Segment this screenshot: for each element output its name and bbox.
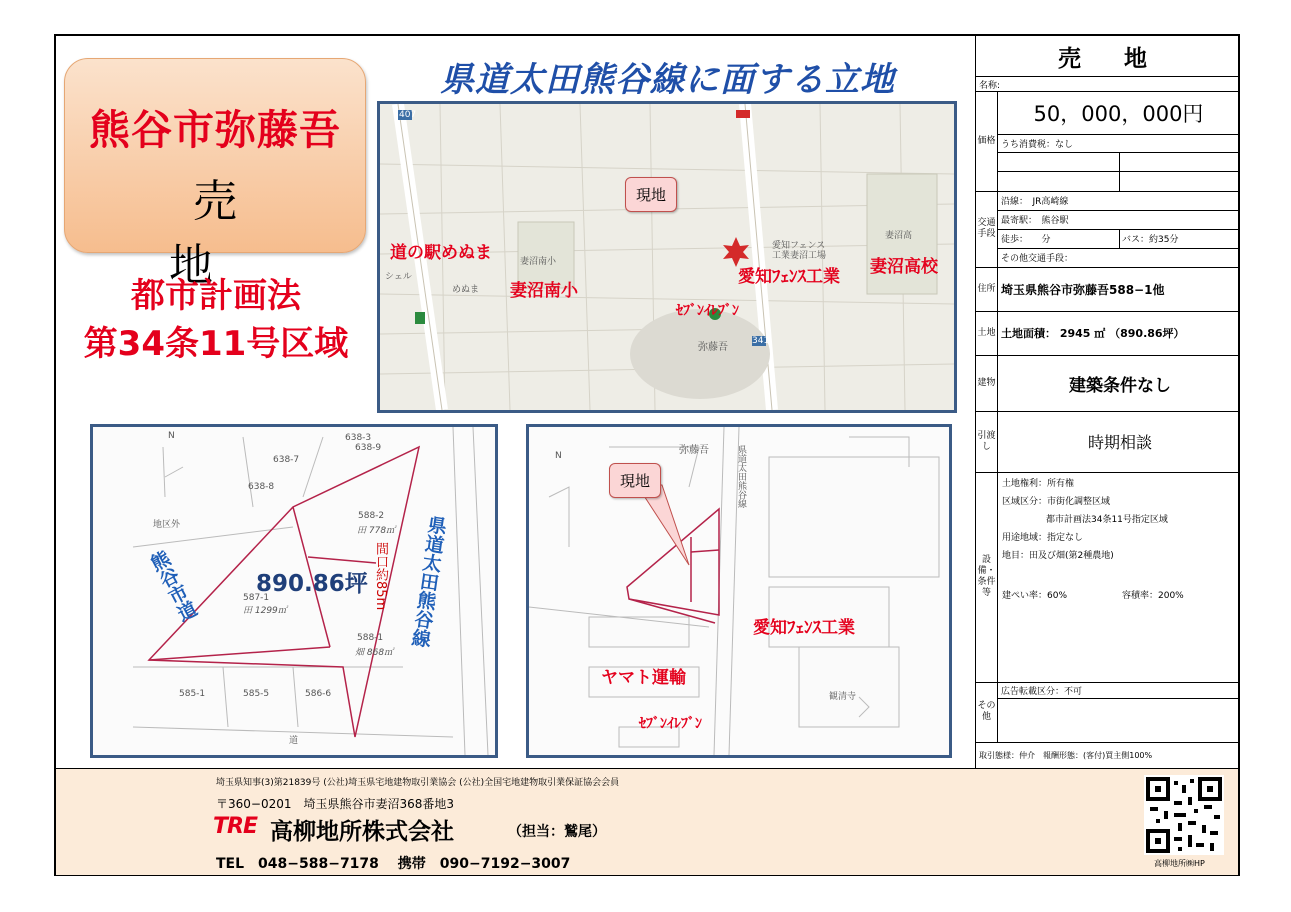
lot-588-2: 588-2 — [358, 511, 385, 521]
building-value: 建築条件なし — [1069, 375, 1171, 396]
law-line-1: 都市計画法 — [131, 276, 301, 316]
far-row: 容積率：200% — [1122, 591, 1184, 601]
lot-638-8: 638-8 — [248, 482, 275, 492]
land-area: 土地面積： 2945 ㎡ （890.86坪） — [1001, 327, 1185, 340]
map1-callout: 現地 — [625, 177, 677, 212]
label-menuma-minami: 妻沼南小 — [510, 281, 578, 301]
lot-638-3: 638-3 — [345, 433, 372, 443]
title-city: 熊谷市弥藤吾 — [89, 106, 341, 154]
headline: 県道太田熊谷線に面する立地 — [440, 60, 895, 100]
deal-row: 取引態様：仲介 報酬形態：(客付)買主側100% — [979, 750, 1153, 760]
line-row: 沿線： JR高崎線 — [1001, 197, 1069, 207]
label-shell: シェル — [385, 272, 412, 282]
address-header: 住所 — [976, 267, 998, 311]
category-row: 地目：田及び畑(第2種農地) — [1002, 551, 1114, 561]
label-menuma: めぬま — [452, 285, 480, 295]
lot-587-1: 587-1 — [243, 593, 270, 603]
zone2-row: 都市計画法34条11号指定区域 — [1046, 515, 1168, 525]
map3-yamato: ヤマト運輸 — [601, 668, 686, 688]
label-aichi-small2: 工業妻沼工場 — [772, 251, 827, 261]
area-label-1: 田 778㎡ — [357, 526, 396, 536]
map3-aichi-fence: 愛知ﾌｪﾝｽ工業 — [753, 618, 855, 638]
walk-row: 徒歩： 分 — [1001, 235, 1051, 245]
company-name: 高柳地所株式会社 — [270, 819, 454, 845]
label-aichi-small1: 愛知フェンス — [772, 241, 826, 251]
label-route-407: 407 — [399, 110, 417, 120]
label-seven: ｾﾌﾞﾝｲﾚﾌﾞﾝ — [676, 303, 739, 319]
label-menuma-high-small: 妻沼高 — [885, 231, 913, 241]
title-box — [64, 58, 377, 291]
chiku-label: 地区外 — [153, 520, 181, 530]
zone-row: 区域区分：市街化調整区域 — [1002, 497, 1111, 507]
company-contact: （担当：鷲尾） — [508, 824, 606, 840]
road-label: 道 — [289, 736, 299, 746]
lot-585-5: 585-5 — [243, 689, 270, 699]
map3-seven: ｾﾌﾞﾝｲﾚﾌﾞﾝ — [639, 716, 702, 732]
company-logo: TRE — [213, 814, 257, 839]
company-tel: TEL 048−588−7178 携帯 090−7192−3007 — [216, 856, 571, 872]
frontage-label: 間口約85m — [373, 542, 388, 611]
bus-row: バス：約35分 — [1122, 235, 1179, 245]
road-west-label: 熊谷市道 — [144, 547, 200, 626]
traffic-header: 交通手段 — [976, 191, 998, 267]
site-map — [526, 424, 952, 758]
name-label: 名称: — [979, 81, 1001, 91]
ad-row: 広告転載区分：不可 — [1001, 686, 1083, 697]
price-value: 50，000，000円 — [1033, 101, 1204, 126]
price-header: 価格 — [976, 91, 998, 191]
area-map — [377, 101, 957, 413]
bcr-row: 建ぺい率：60% — [1002, 591, 1068, 601]
company-address: 〒360−0201 埼玉県熊谷市妻沼368番地3 — [216, 797, 455, 811]
area-label-3: 畑 868㎡ — [355, 648, 394, 658]
north-mark: N — [168, 431, 175, 441]
label-aichi-fence: 愛知ﾌｪﾝｽ工業 — [738, 267, 840, 287]
rights-row: 土地権利：所有権 — [1002, 479, 1075, 489]
map3-road-label: 県道太田熊谷線 — [736, 445, 746, 508]
address-value: 埼玉県熊谷市弥藤吾588−1他 — [1001, 282, 1165, 297]
law-line-2: 第34条11号区域 — [83, 324, 349, 364]
lot-585-1: 585-1 — [179, 689, 206, 699]
hp-label: 高柳地所㈱HP — [1154, 859, 1205, 868]
lot-638-9: 638-9 — [355, 443, 382, 453]
lot-map — [90, 424, 498, 758]
road-east-label: 県道太田熊谷線 — [407, 514, 449, 649]
title-type: 売 地 — [169, 176, 377, 291]
other-header: その他 — [976, 682, 998, 742]
label-route-341: 341 — [752, 336, 770, 346]
lot-588-1: 588-1 — [357, 633, 384, 643]
map3-yatogo: 弥藤吾 — [679, 445, 709, 456]
label-menuma-minami-small: 妻沼南小 — [520, 257, 557, 267]
map3-callout: 現地 — [609, 463, 661, 498]
qr-code-drawing — [1144, 775, 1224, 855]
property-table — [975, 36, 1239, 768]
station-row: 最寄駅： 熊谷駅 — [1001, 216, 1069, 226]
building-header: 建物 — [976, 355, 998, 411]
handover-header: 引渡し — [976, 411, 998, 472]
label-menuma-high: 妻沼高校 — [870, 257, 938, 277]
footer — [56, 768, 1238, 875]
label-michinoeki: 道の駅めぬま — [390, 243, 492, 263]
use-row: 用途地域：指定なし — [1002, 533, 1084, 543]
license-text: 埼玉県知事(3)第21839号 (公社)埼玉県宅地建物取引業協会 (公社)全国宅地建物取引業保証協会会員 — [216, 778, 620, 788]
handover-value: 時期相談 — [1087, 433, 1152, 452]
map3-temple: 観清寺 — [829, 692, 857, 702]
facility-header: 設備・条件等 — [976, 472, 998, 682]
qr-code-icon[interactable] — [1144, 775, 1224, 855]
lot-638-7: 638-7 — [273, 455, 300, 465]
area-label-2: 田 1299㎡ — [243, 606, 287, 616]
map3-north: N — [555, 451, 562, 461]
label-yatogo: 弥藤吾 — [698, 342, 728, 353]
tax-row: うち消費税：なし — [1001, 139, 1074, 150]
lot-area: 890.86坪 — [256, 571, 368, 597]
lot-586-6: 586-6 — [305, 689, 332, 699]
land-header: 土地 — [976, 311, 998, 355]
other-traffic-row: その他交通手段： — [1001, 254, 1074, 264]
table-title: 売 地 — [1058, 45, 1157, 72]
